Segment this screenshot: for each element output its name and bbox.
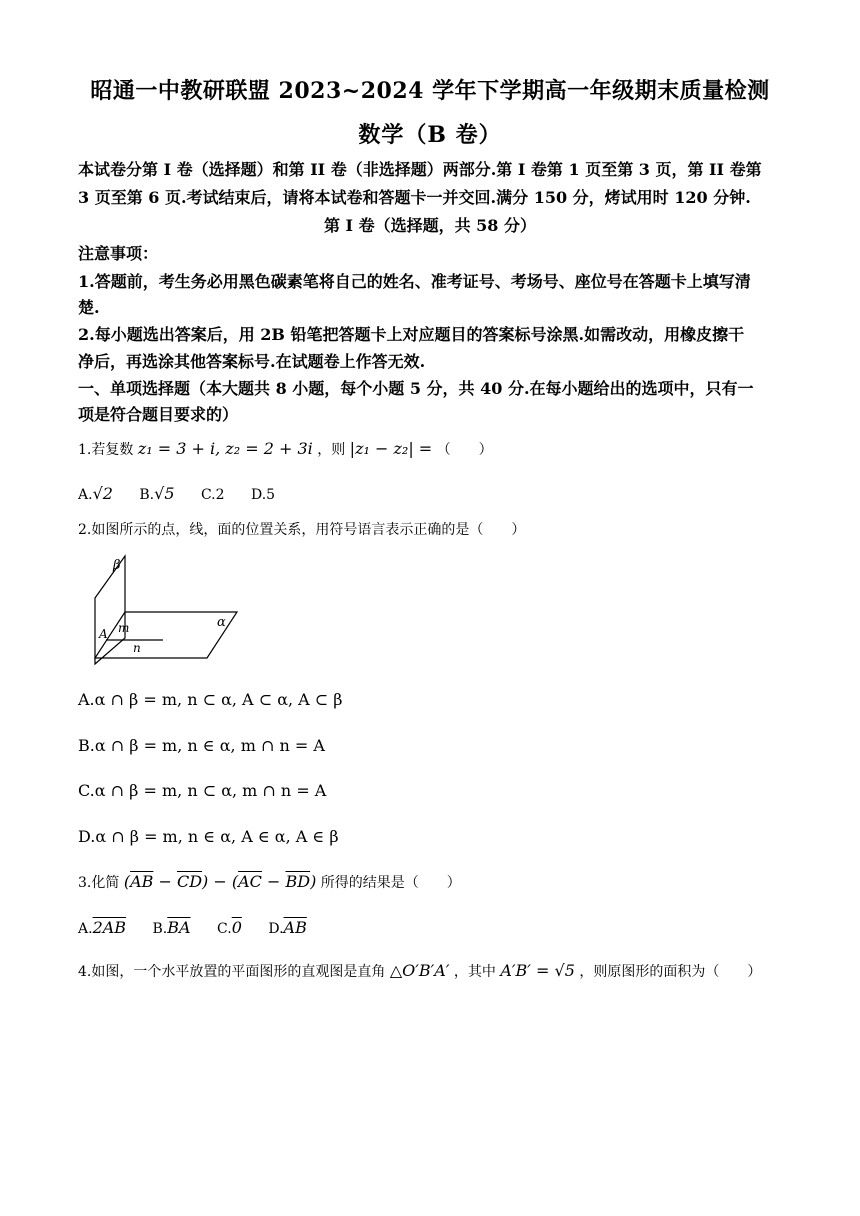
notice-item-2-line-2: 净后，再选涂其他答案标号.在试题卷上作答无效. <box>78 352 426 371</box>
q1-paren: （ ） <box>436 442 493 458</box>
q4-equation: A′B′ = √5 <box>500 961 575 980</box>
question-3-options <box>78 919 329 938</box>
question-4-stem <box>78 962 761 981</box>
q1-abs: |z₁ − z₂| = <box>349 439 433 458</box>
q2-option-a: A.α ∩ β = m, n ⊂ α, A ⊂ α, A ⊂ β <box>78 690 343 709</box>
q3-suffix: 所得的结果是（ ） <box>320 875 461 891</box>
part1-heading-line-1: 一、单项选择题（本大题共 8 小题，每个小题 5 分，共 40 分.在每小题给出的选项中，只有一 <box>78 379 754 398</box>
notice-heading: 注意事项： <box>78 244 159 263</box>
question-1-stem <box>78 440 493 459</box>
q3-option-a: A.2AB <box>78 918 127 937</box>
part1-heading-line-2: 项是符合题目要求的） <box>78 405 239 424</box>
label-line-n: n <box>133 641 141 655</box>
exam-title: 昭通一中教研联盟 2023~2024 学年下学期高一年级期末质量检测 <box>90 78 770 104</box>
vector-ac: $\overline{AC}$ <box>238 872 262 891</box>
q3-option-c: C.0 <box>217 918 242 937</box>
q4-mid: ，其中 <box>453 964 496 980</box>
notice-item-2-line-1: 2.每小题选出答案后，用 2B 铅笔把答题卡上对应题目的答案标号涂黑.如需改动，用橡皮擦干 <box>78 325 745 344</box>
vector-bd: $\overline{BD}$ <box>285 872 311 891</box>
vector-cd: $\overline{CD}$ <box>176 872 203 891</box>
label-line-m: m <box>118 621 130 635</box>
label-beta: β <box>113 558 121 573</box>
intro-line-1: 本试卷分第 I 卷（选择题）和第 II 卷（非选择题）两部分.第 I 卷第 1 页至第 3 页，第 II 卷第 <box>78 160 762 179</box>
q2-option-b: B.α ∩ β = m, n ∈ α, m ∩ n = A <box>78 736 325 755</box>
q1-mid: ，则 <box>317 442 346 458</box>
question-2-stem: 2.如图所示的点，线，面的位置关系，用符号语言表示正确的是（ ） <box>78 522 526 538</box>
q3-option-d: $D.\overline{AB}$ <box>268 918 307 937</box>
q3-option-b: $B.\overline{BA}$ <box>152 918 191 937</box>
exam-subtitle: 数学（B 卷） <box>358 122 502 148</box>
q1-option-d: D.5 <box>251 487 276 503</box>
q4-prefix: 4.如图，一个水平放置的平面图形的直观图是直角 <box>78 964 386 980</box>
q1-prefix: 1.若复数 <box>78 442 134 458</box>
question-3-stem: 3.化简 $(\overline{AB} - \overline{CD}) - (\overline{AC} - \overline{BD})$ 所得的结果是（ ） <box>78 872 461 891</box>
q3-prefix: 3.化简 <box>78 875 120 891</box>
q1-option-b: B.√5 <box>139 484 175 503</box>
intro-line-2: 3 页至第 6 页.考试结束后，请将本试卷和答题卡一并交回.满分 150 分，烤试用时 120 分钟. <box>78 188 751 207</box>
q2-option-d: D.α ∩ β = m, n ∈ α, A ∈ α, A ∈ β <box>78 827 339 846</box>
notice-item-1-line-2: 楚. <box>78 298 100 317</box>
q2-option-c: C.α ∩ β = m, n ⊂ α, m ∩ n = A <box>78 781 327 800</box>
q4-suffix: ，则原图形的面积为（ ） <box>579 964 762 980</box>
plane-alpha <box>95 612 237 658</box>
section-title: 第 I 卷（选择题，共 58 分） <box>323 216 537 235</box>
q1-option-a: A.√2 <box>78 484 113 503</box>
label-alpha: α <box>217 615 226 630</box>
label-point-a: A <box>99 627 108 641</box>
q1-option-c: C.2 <box>200 487 225 503</box>
plane-figure <box>75 548 245 670</box>
vector-ab: $\overline{AB}$ <box>130 872 154 891</box>
q1-expr: z₁ = 3 + i, z₂ = 2 + 3i <box>137 439 313 458</box>
q4-triangle: △O′B′A′ <box>389 961 450 980</box>
question-1-options <box>78 485 297 504</box>
notice-item-1-line-1: 1.答题前，考生务必用黑色碳素笔将自己的姓名、准考证号、考场号、座位号在答题卡上填写清 <box>78 272 751 291</box>
